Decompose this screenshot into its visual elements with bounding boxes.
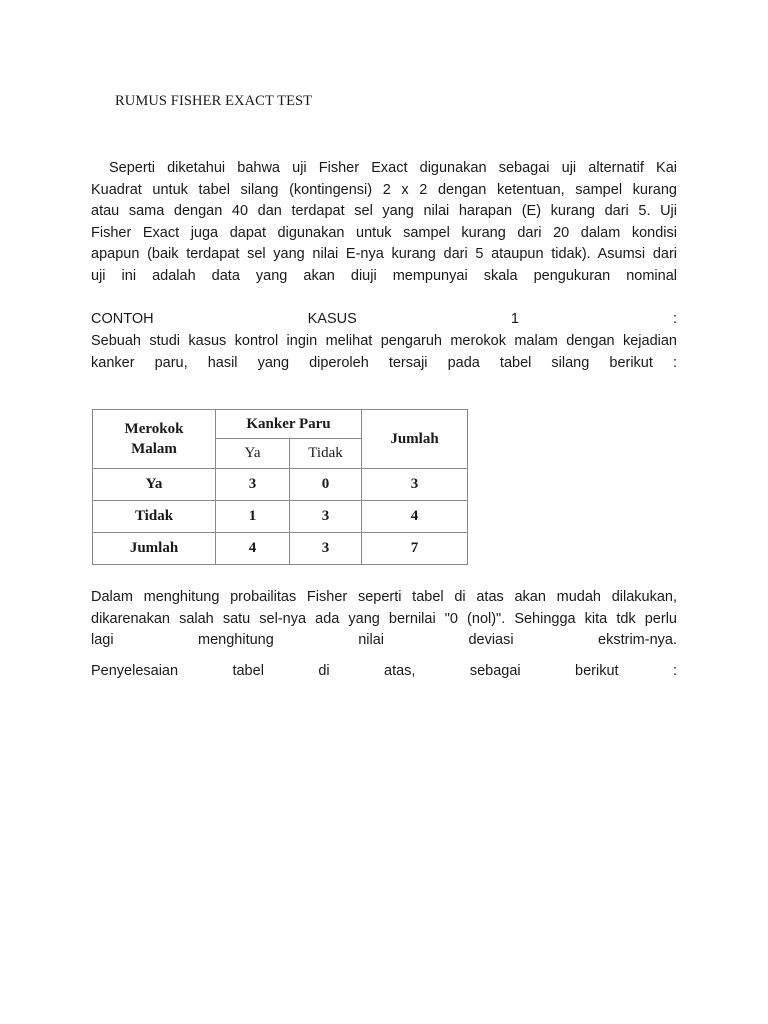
total-header-cell: Jumlah: [362, 410, 468, 469]
explanation-paragraph: [91, 587, 677, 652]
table-header-row: [93, 410, 468, 439]
table-row: [93, 469, 468, 501]
table-cell: 7: [362, 533, 468, 565]
intro-paragraph: [91, 158, 677, 287]
text-line: Penyelesaian tabel di atas, sebagai berikut :: [91, 663, 677, 679]
solution-paragraph: [91, 661, 677, 683]
text-line: Dalam menghitung probailitas Fisher seperti tabel di atas akan mudah dilakukan,: [91, 589, 677, 605]
table-cell: 4: [362, 501, 468, 533]
case-heading: [91, 309, 677, 331]
text-line: dikarenakan salah satu sel-nya ada yang bernilai "0 (nol)". Sehingga kita tdk perlu: [91, 610, 677, 627]
case-heading-text: CONTOH KASUS 1 :: [91, 311, 677, 327]
text-line: kanker paru, hasil yang diperoleh tersaji pada tabel silang berikut :: [91, 354, 677, 371]
row-label: Tidak: [93, 501, 216, 533]
row-label: Jumlah: [93, 533, 216, 565]
table-row: [93, 533, 468, 565]
text-line: atau sama dengan 40 dan terdapat sel yang nilai harapan (E) kurang dari 5. Uji: [91, 203, 677, 219]
contingency-table-wrapper: [92, 409, 468, 565]
table-cell: 4: [216, 533, 290, 565]
text-line: Seperti diketahui bahwa uji Fisher Exact digunakan sebagai uji alternatif Kai: [109, 160, 677, 176]
page-title: RUMUS FISHER EXACT TEST: [115, 93, 313, 109]
table-cell: 3: [362, 469, 468, 501]
table-cell: 3: [290, 501, 362, 533]
row-header-text: Merokok Malam: [124, 421, 184, 457]
table-cell: 0: [290, 469, 362, 501]
sub-header-ya: Ya: [216, 439, 290, 469]
case-paragraph: [91, 331, 677, 374]
text-line: Kuadrat untuk tabel silang (kontingensi) 2 x 2 dengan ketentuan, sampel kurang: [91, 181, 677, 198]
row-header-cell: [93, 410, 216, 469]
group-header-cell: Kanker Paru: [216, 410, 362, 439]
text-line: lagi menghitung nilai deviasi ekstrim-nya.: [91, 632, 677, 648]
contingency-table: [92, 409, 468, 565]
text-line: Sebuah studi kasus kontrol ingin melihat pengaruh merokok malam dengan kejadian: [91, 333, 677, 349]
text-line: Fisher Exact juga dapat digunakan untuk sampel kurang dari 20 dalam kondisi: [91, 224, 677, 241]
table-cell: 3: [290, 533, 362, 565]
sub-header-tidak: Tidak: [290, 439, 362, 469]
table-cell: 1: [216, 501, 290, 533]
row-label: Ya: [93, 469, 216, 501]
text-line: apapun (baik terdapat sel yang nilai E-nya kurang dari 5 ataupun tidak). Asumsi dari: [91, 246, 677, 262]
text-line: uji ini adalah data yang akan diuji mempunyai skala pengukuran nominal: [91, 267, 677, 284]
table-row: [93, 501, 468, 533]
table-cell: 3: [216, 469, 290, 501]
